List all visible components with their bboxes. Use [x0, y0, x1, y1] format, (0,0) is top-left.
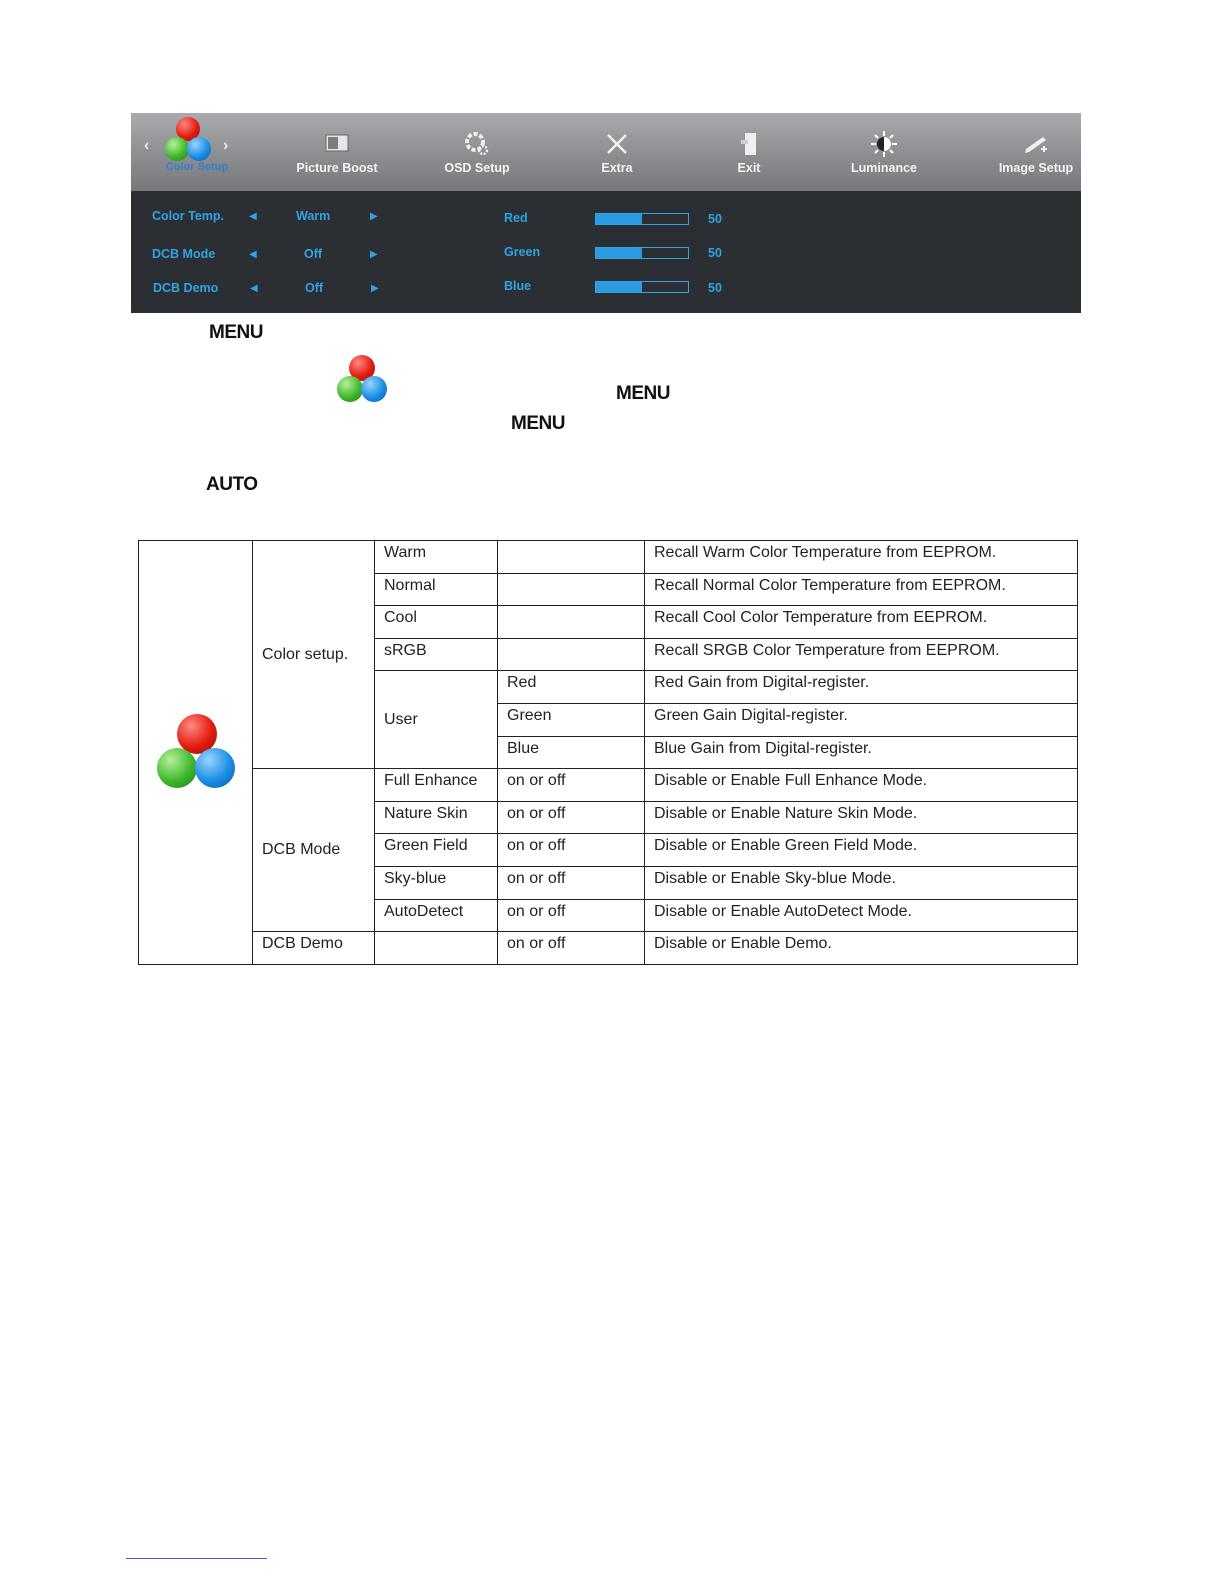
table-row	[139, 541, 1078, 574]
osd-blue-label: Blue	[504, 279, 532, 293]
tab-extra[interactable]	[567, 113, 667, 191]
dcb-item-desc: Disable or Enable Green Field Mode.	[645, 834, 1078, 867]
user-item-desc: Blue Gain from Digital-register.	[645, 736, 1078, 769]
dcb-demo-label: DCB Demo	[253, 932, 375, 965]
preset-desc: Recall Normal Color Temperature from EEPROM.	[645, 573, 1078, 606]
tab-label: Exit	[737, 161, 761, 175]
dcb-item-name: Green Field	[375, 834, 498, 867]
footer-separator	[126, 1558, 267, 1559]
tab-label: Extra	[601, 161, 633, 175]
user-label: User	[375, 671, 498, 769]
preset-name: Cool	[375, 606, 498, 639]
menu-key-label: MENU	[209, 322, 263, 343]
tab-color-setup[interactable]	[141, 113, 236, 191]
osd-dcb-mode-label: DCB Mode	[152, 247, 216, 261]
color-orbs-icon	[336, 355, 388, 403]
chevron-right-icon[interactable]: ›	[223, 137, 229, 154]
dcb-item-name: Sky-blue	[375, 866, 498, 899]
dcb-item-desc: Disable or Enable Nature Skin Mode.	[645, 801, 1078, 834]
sun-icon	[871, 131, 897, 157]
user-item-desc: Red Gain from Digital-register.	[645, 671, 1078, 704]
dcb-item-value: on or off	[498, 769, 645, 802]
osd-menu-screenshot	[131, 113, 1081, 313]
preset-name: Warm	[375, 541, 498, 574]
user-item-name: Blue	[498, 736, 645, 769]
dcb-item-desc: Disable or Enable AutoDetect Mode.	[645, 899, 1078, 932]
osd-setup-icon	[464, 131, 490, 157]
exit-door-icon	[736, 131, 762, 157]
color-orbs-icon	[163, 117, 213, 163]
osd-color-temp-label: Color Temp.	[152, 209, 224, 223]
triangle-left-icon[interactable]: ◀	[249, 211, 257, 222]
color-setup-icon-cell	[139, 541, 253, 965]
tab-label: Color Setup	[165, 161, 229, 173]
dcb-item-value: on or off	[498, 899, 645, 932]
menu-key-label: MENU	[511, 413, 565, 434]
dcb-item-name: AutoDetect	[375, 899, 498, 932]
preset-desc: Recall Cool Color Temperature from EEPROM.	[645, 606, 1078, 639]
dcb-item-value: on or off	[498, 866, 645, 899]
osd-green-label: Green	[504, 245, 541, 259]
preset-desc: Recall SRGB Color Temperature from EEPROM.	[645, 638, 1078, 671]
pencil-icon	[1023, 131, 1049, 157]
preset-desc: Recall Warm Color Temperature from EEPROM.	[645, 541, 1078, 574]
tab-label: Picture Boost	[296, 161, 378, 175]
auto-key-label: AUTO	[206, 474, 258, 495]
dcb-demo-desc: Disable or Enable Demo.	[645, 932, 1078, 965]
triangle-left-icon[interactable]: ◀	[250, 283, 258, 294]
osd-color-temp-value[interactable]: Warm	[296, 209, 331, 223]
osd-dcb-demo-value[interactable]: Off	[305, 281, 324, 295]
osd-green-value: 50	[708, 246, 722, 260]
user-item-desc: Green Gain Digital-register.	[645, 703, 1078, 736]
table-row	[139, 769, 1078, 802]
triangle-right-icon[interactable]: ▶	[371, 283, 379, 294]
tab-osd-setup[interactable]	[427, 113, 527, 191]
osd-dcb-mode-value[interactable]: Off	[304, 247, 323, 261]
osd-red-label: Red	[504, 211, 528, 225]
color-setup-spec-table	[138, 540, 1078, 965]
osd-blue-value: 50	[708, 281, 722, 295]
dcb-item-value: on or off	[498, 801, 645, 834]
osd-green-slider[interactable]	[595, 247, 689, 259]
osd-tab-bar	[131, 113, 1081, 191]
osd-red-value: 50	[708, 212, 722, 226]
chevron-left-icon[interactable]: ‹	[144, 137, 150, 154]
user-item-name: Red	[498, 671, 645, 704]
triangle-right-icon[interactable]: ▶	[370, 211, 378, 222]
tab-label: OSD Setup	[444, 161, 510, 175]
empty-cell	[498, 541, 645, 574]
osd-red-slider[interactable]	[595, 213, 689, 225]
color-setup-label: Color setup.	[253, 541, 375, 769]
dcb-item-name: Full Enhance	[375, 769, 498, 802]
dcb-demo-value: on or off	[498, 932, 645, 965]
table-row	[139, 932, 1078, 965]
tab-exit[interactable]	[699, 113, 799, 191]
dcb-item-desc: Disable or Enable Full Enhance Mode.	[645, 769, 1078, 802]
triangle-right-icon[interactable]: ▶	[370, 249, 378, 260]
picture-boost-icon	[324, 131, 350, 157]
triangle-left-icon[interactable]: ◀	[249, 249, 257, 260]
tab-luminance[interactable]	[834, 113, 934, 191]
osd-dcb-demo-label: DCB Demo	[153, 281, 219, 295]
dcb-item-value: on or off	[498, 834, 645, 867]
empty-cell	[498, 638, 645, 671]
dcb-mode-label: DCB Mode	[253, 769, 375, 932]
preset-name: sRGB	[375, 638, 498, 671]
dcb-item-name: Nature Skin	[375, 801, 498, 834]
empty-cell	[498, 606, 645, 639]
tools-icon	[604, 131, 630, 157]
tab-label: Luminance	[851, 161, 917, 175]
tab-picture-boost[interactable]	[287, 113, 387, 191]
menu-key-label: MENU	[616, 383, 670, 404]
dcb-item-desc: Disable or Enable Sky-blue Mode.	[645, 866, 1078, 899]
osd-blue-slider[interactable]	[595, 281, 689, 293]
tab-label: Image Setup	[998, 161, 1074, 175]
empty-cell	[498, 573, 645, 606]
user-item-name: Green	[498, 703, 645, 736]
tab-image-setup[interactable]	[986, 113, 1081, 191]
color-orbs-icon	[156, 714, 236, 790]
empty-cell	[375, 932, 498, 965]
preset-name: Normal	[375, 573, 498, 606]
